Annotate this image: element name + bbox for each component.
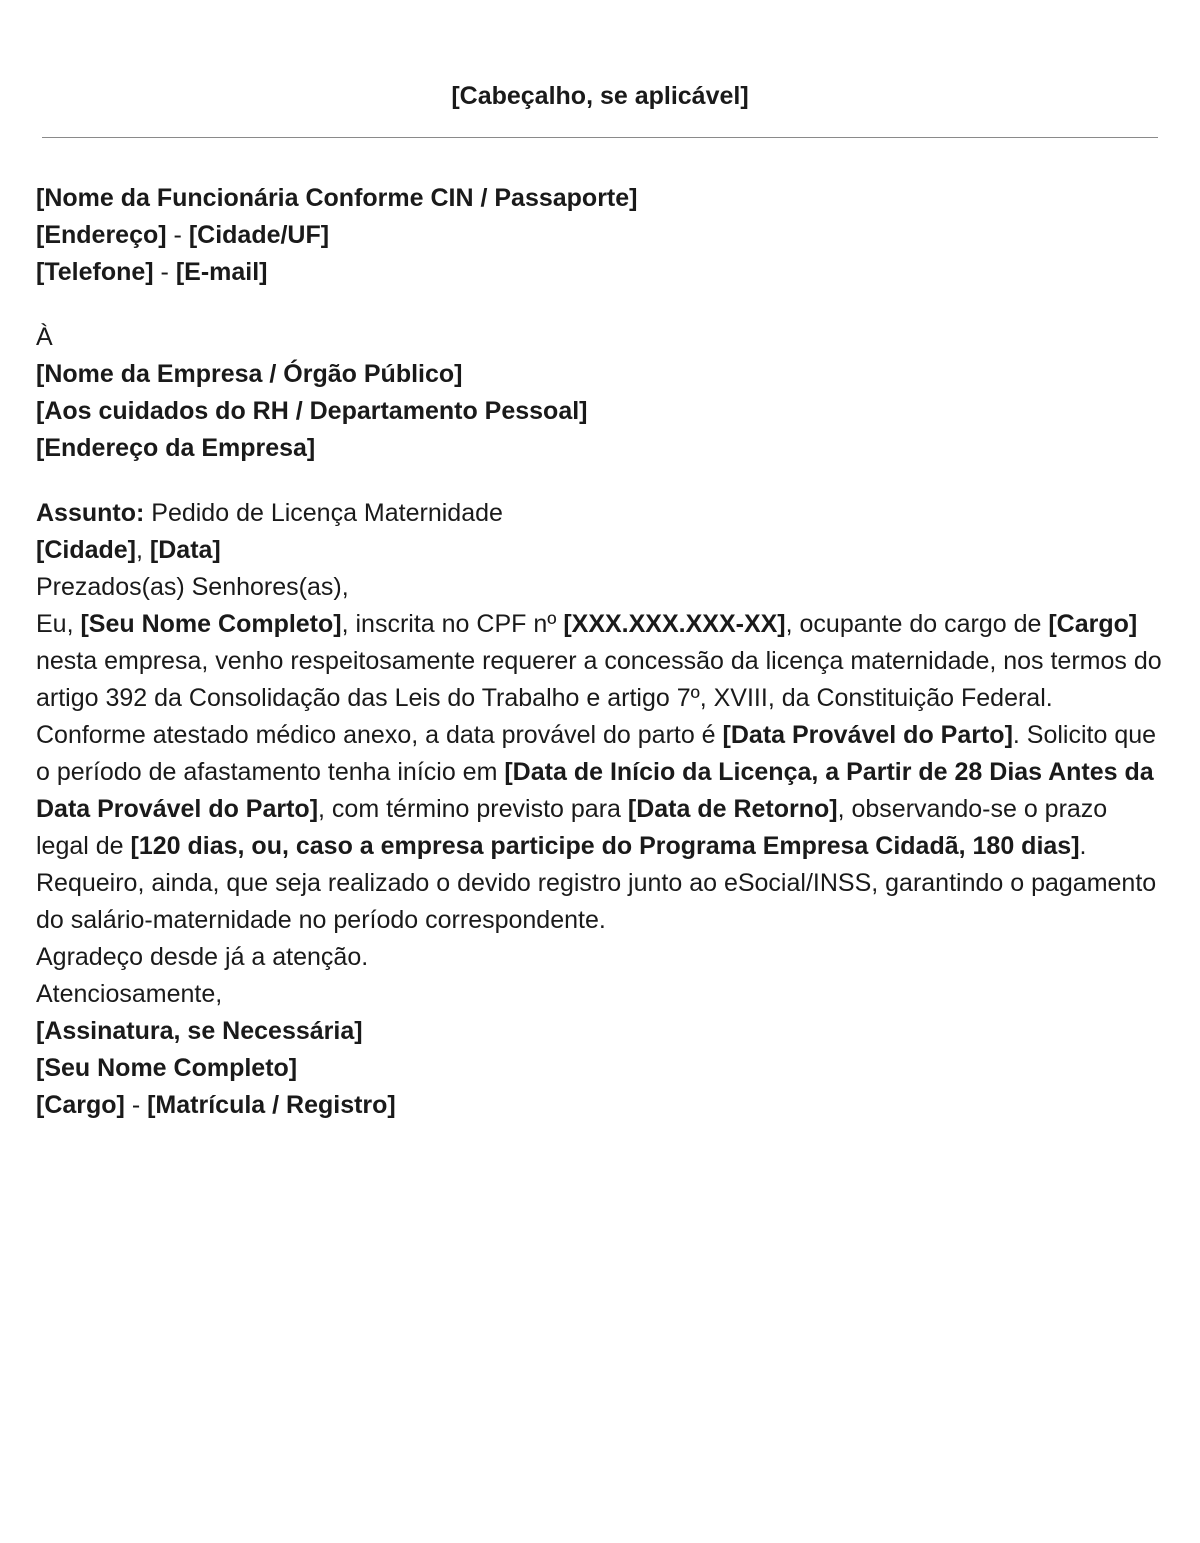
return-date: [Data de Retorno]	[627, 795, 838, 823]
signature-role-line: [Cargo] - [Matrícula / Registro]	[36, 1091, 396, 1119]
greeting: Prezados(as) Senhores(as),	[36, 573, 349, 601]
sender-city-uf: [Cidade/UF]	[188, 221, 330, 249]
sender-name: [Nome da Funcionária Conforme CIN / Passaporte]	[36, 184, 638, 212]
recipient-attention: [Aos cuidados do RH / Departamento Pessoal]	[36, 397, 588, 425]
sender-block	[36, 180, 1164, 291]
employee-name: [Seu Nome Completo]	[80, 610, 342, 638]
place-date: [Data]	[149, 536, 221, 564]
recipient-address: [Endereço da Empresa]	[36, 434, 316, 462]
sender-address-line: [Endereço] - [Cidade/UF]	[36, 221, 330, 249]
paragraph-request: Eu, [Seu Nome Completo], inscrita no CPF nº [XXX.XXX.XXX-XX], ocupante do cargo de [Cargo] nesta empresa, venho respeitosamente requerer a concessão da licença maternidade, nos termos do artigo 392 da Consolidação das Leis do Trabalho e artigo 7º, XVIII, da Constituição Federal.	[36, 610, 1162, 712]
sender-email: [E-mail]	[175, 258, 268, 286]
place-date-line: [Cidade], [Data]	[36, 536, 221, 564]
header-divider	[42, 137, 1158, 138]
recipient-company: [Nome da Empresa / Órgão Público]	[36, 360, 463, 388]
due-date: [Data Provável do Parto]	[722, 721, 1013, 749]
subject-label: Assunto:	[36, 499, 145, 527]
paragraph-registration: Requeiro, ainda, que seja realizado o devido registro junto ao eSocial/INSS, garantindo o pagamento do salário-maternidade no período correspondente.	[36, 869, 1157, 934]
signature-line: [Assinatura, se Necessária]	[36, 1017, 363, 1045]
signature-registration: [Matrícula / Registro]	[147, 1091, 396, 1119]
subject-text: Pedido de Licença Maternidade	[144, 499, 503, 527]
paragraph-dates: Conforme atestado médico anexo, a data provável do parto é [Data Provável do Parto]. Solicito que o período de afastamento tenha início em [Data de Início da Licença, a Partir de 28 Dias Antes da Data Provável do Parto], com término previsto para [Data de Retorno], observando-se o prazo legal de [120 dias, ou, caso a empresa participe do Programa Empresa Cidadã, 180 dias].	[36, 721, 1157, 860]
sender-phone: [Telefone]	[36, 258, 154, 286]
leave-term: [120 dias, ou, caso a empresa participe do Programa Empresa Cidadã, 180 dias]	[130, 832, 1080, 860]
place-city: [Cidade]	[36, 536, 136, 564]
signature-block	[36, 1013, 1164, 1124]
thanks-line: Agradeço desde já a atenção.	[36, 943, 369, 971]
recipient-block	[36, 319, 1164, 467]
recipient-salutation: À	[36, 323, 53, 351]
signature-cargo: [Cargo]	[36, 1091, 125, 1119]
signature-name: [Seu Nome Completo]	[36, 1054, 298, 1082]
subject-line	[36, 495, 1164, 532]
employee-cargo: [Cargo]	[1048, 610, 1138, 638]
closing-line: Atenciosamente,	[36, 980, 223, 1008]
employee-cpf: [XXX.XXX.XXX-XX]	[563, 610, 786, 638]
sender-contact-line: [Telefone] - [E-mail]	[36, 258, 268, 286]
start-date: [Data de Início da Licença, a Partir de 28 Dias Antes da Data Provável do Parto]	[36, 758, 1154, 823]
letter-body	[36, 180, 1164, 1124]
sender-address: [Endereço]	[36, 221, 167, 249]
document-header: [Cabeçalho, se aplicável]	[451, 82, 749, 110]
